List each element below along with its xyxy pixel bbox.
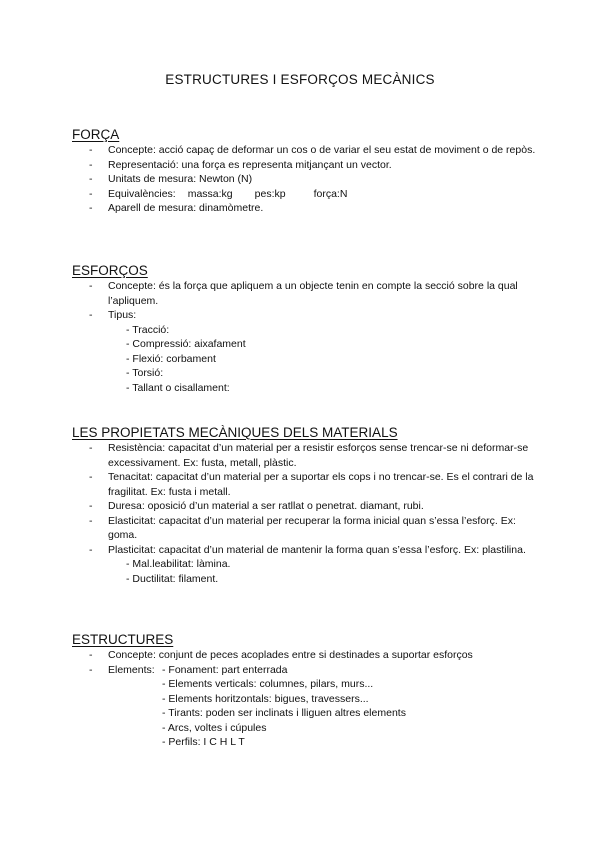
section-propietats	[72, 424, 542, 586]
list-item: - Tenacitat: capacitat d’un material per a suportar els cops i no trencar-se. Es el contrari de la fragilitat. Ex: fusta i metall.	[89, 471, 534, 498]
sub-item: - Arcs, voltes i cúpules	[162, 721, 267, 734]
sub-item: - Torsió:	[126, 367, 164, 379]
list-item: - Aparell de mesura: dinamòmetre.	[89, 202, 264, 214]
list-item: - Concepte: acció capaç de deformar un cos o de variar el seu estat de moviment o de repòs.	[89, 144, 536, 156]
list-item: - Plasticitat: capacitat d’un material de mantenir la forma quan s’essa l’esforç. Ex: plastilina.	[89, 543, 526, 556]
sub-item: - Tracció:	[126, 323, 170, 336]
list-item: - Elasticitat: capacitat d’un material per recuperar la forma inicial quan s’essa l’esforç. Ex: goma.	[89, 514, 516, 541]
sub-item: - Perfils: I C H L T	[162, 736, 245, 748]
sub-item: - Mal.leabilitat: làmina.	[126, 558, 231, 570]
esforcos-list	[72, 279, 542, 323]
sub-item: - Elements horitzontals: bigues, travessers...	[162, 692, 369, 705]
estructures-list	[72, 648, 542, 677]
propietats-list	[72, 441, 542, 557]
sub-item: - Elements verticals: columnes, pilars, murs...	[162, 678, 374, 690]
section-esforcos	[72, 262, 542, 395]
forca-list	[72, 143, 542, 216]
section-forca	[72, 126, 542, 216]
list-item-equivalencies: - Equivalències: massa:kg pes:kp força:N	[89, 187, 348, 200]
section-heading: FORÇA	[72, 127, 120, 142]
section-heading: LES PROPIETATS MECÀNIQUES DELS MATERIALS	[72, 425, 398, 440]
sub-item: - Flexió: corbament	[126, 352, 216, 365]
list-item: - Duresa: oposició d’un material a ser ratllat o penetrat. diamant, rubi.	[89, 500, 424, 512]
section-heading: ESFORÇOS	[72, 263, 148, 278]
page-title: ESTRUCTURES I ESFORÇOS MECÀNICS	[165, 72, 435, 87]
section-estructures	[72, 631, 542, 750]
list-item: - Unitats de mesura: Newton (N)	[89, 173, 253, 185]
sub-item: - Tirants: poden ser inclinats i lliguen altres elements	[162, 707, 406, 719]
section-heading: ESTRUCTURES	[72, 632, 174, 647]
sub-item: - Ductilitat: filament.	[126, 572, 219, 585]
list-item-elements: - Elements: - Fonament: part enterrada	[89, 663, 288, 676]
list-item: - Concepte: és la força que apliquem a un objecte tenin en compte la secció sobre la qual l’apliquem.	[89, 280, 518, 307]
list-item: - Resistència: capacitat d’un material per a resistir esforços sense trencar-se ni deformar-se excessivament. Ex: fusta, metall, plàstic.	[89, 442, 529, 469]
list-item: - Tipus:	[89, 309, 137, 321]
sub-item: - Tallant o cisallament:	[126, 381, 230, 394]
list-item: - Representació: una força es representa mitjançant un vector.	[89, 158, 392, 171]
sub-item: - Compressió: aixafament	[126, 338, 246, 350]
list-item: - Concepte: conjunt de peces acoplades entre si destinades a suportar esforços	[89, 649, 473, 661]
